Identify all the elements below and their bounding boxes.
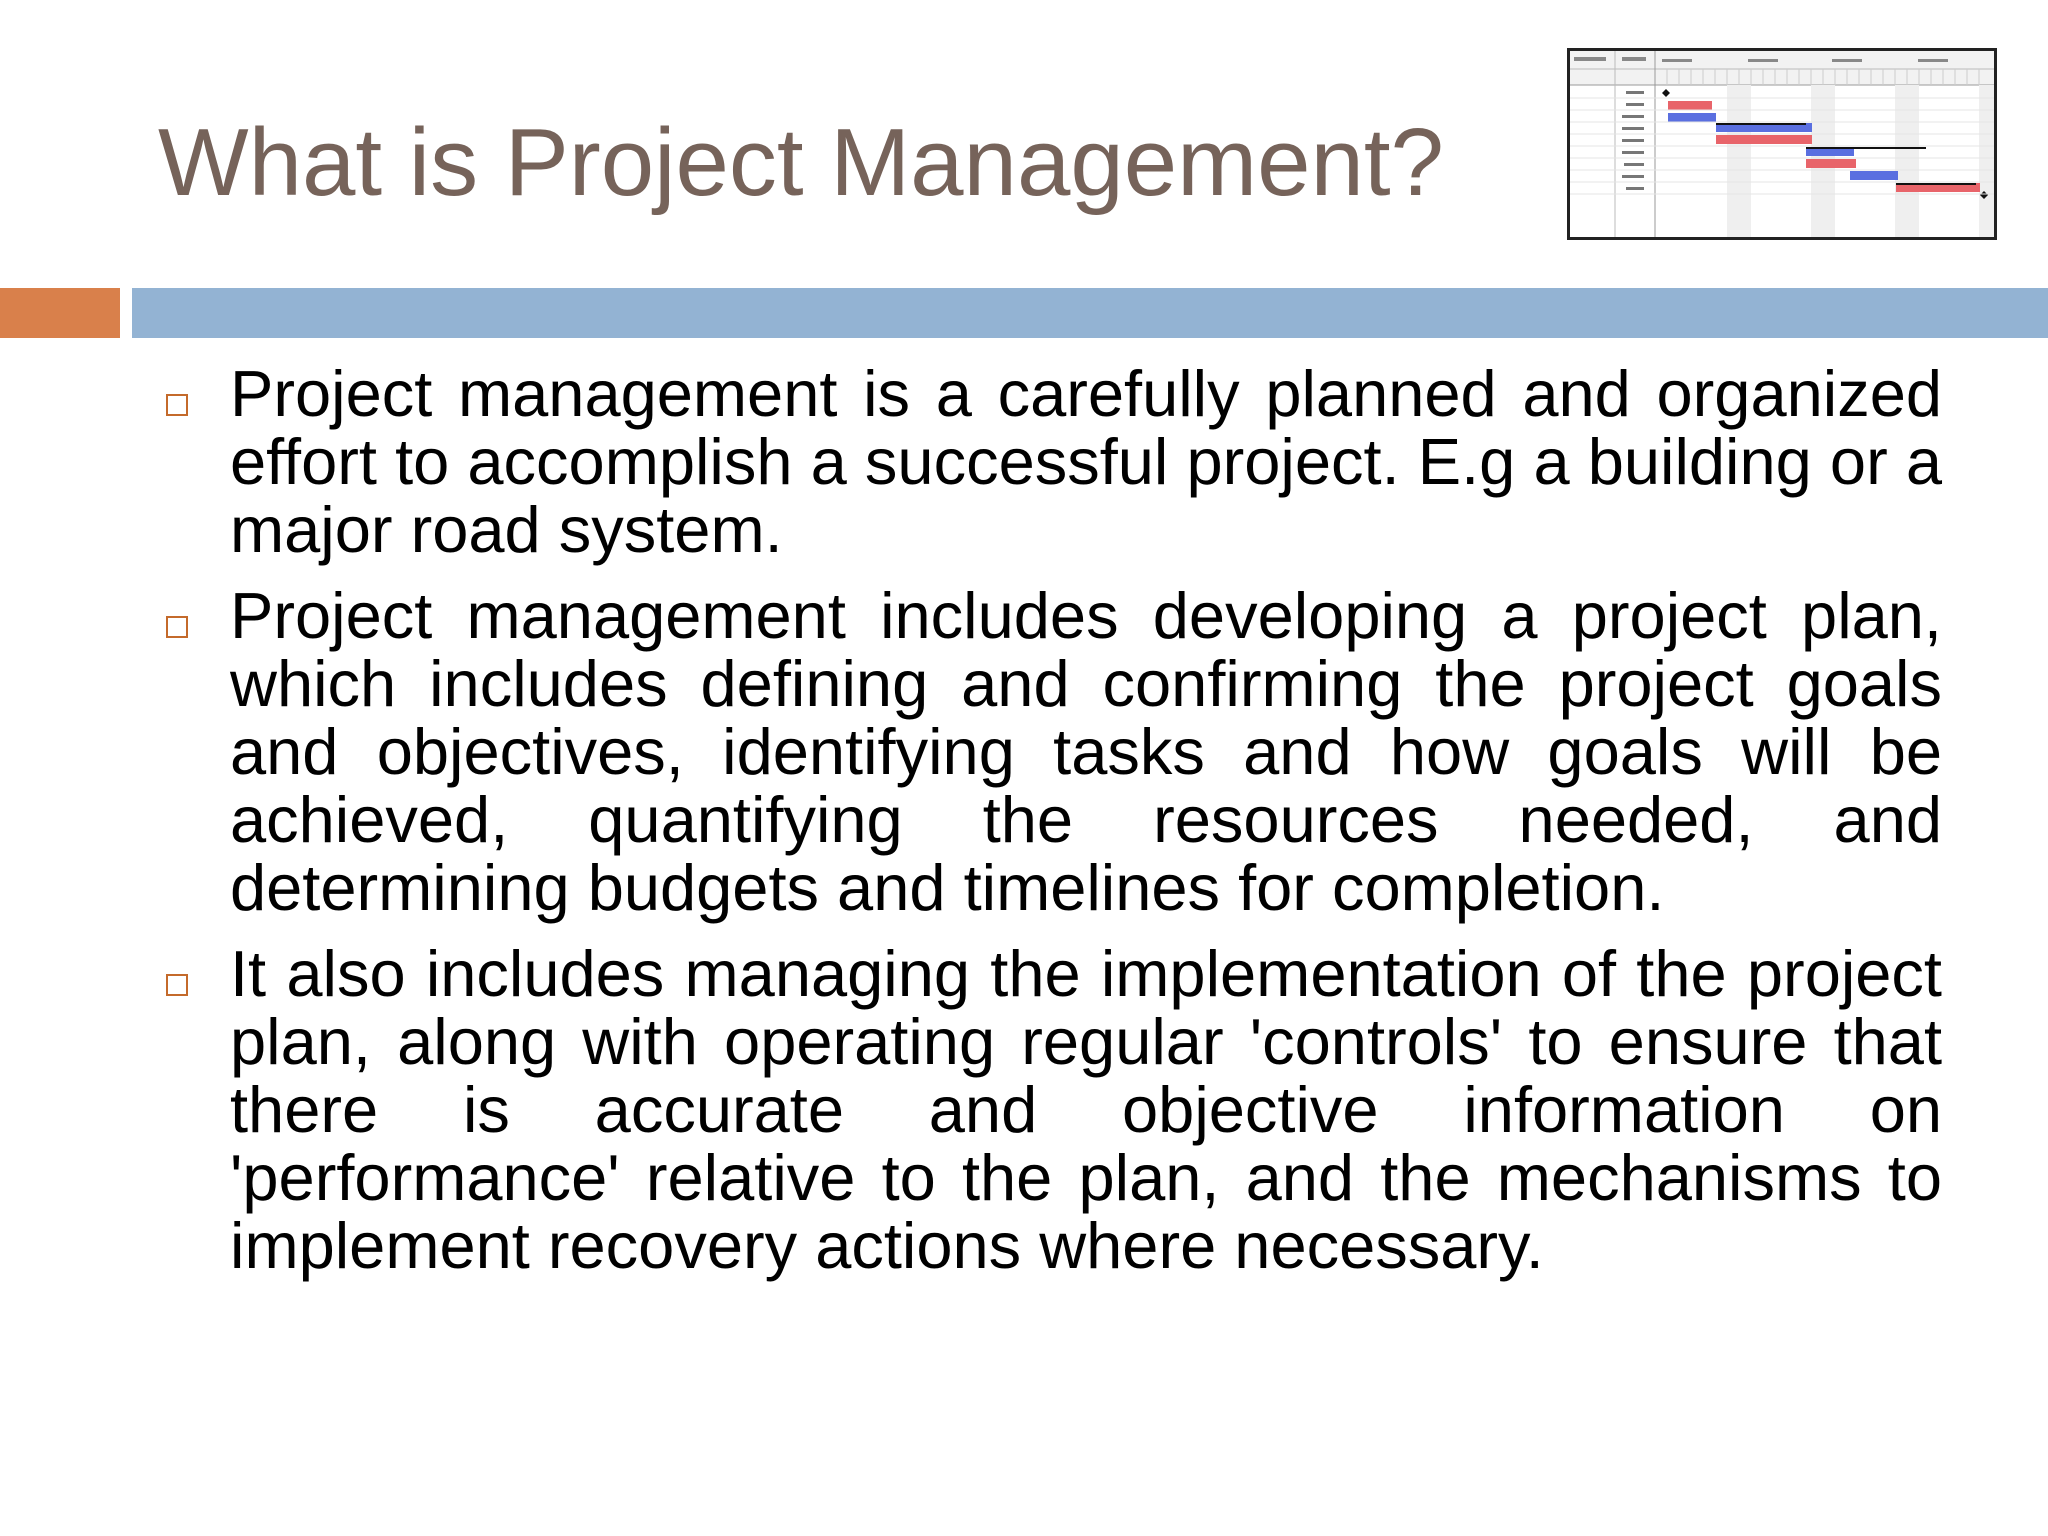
bullet-text: Project management includes developing a project plan, which includes defining and confirming the project goals and objectives, identifying tasks and how goals will be achieved, quantifying the resources needed, and determining budgets and timelines for completion.	[230, 579, 1942, 924]
square-bullet-icon	[166, 616, 188, 638]
gantt-chart-image	[1567, 48, 1997, 240]
square-bullet-icon	[166, 974, 188, 996]
accent-bar-orange	[0, 288, 120, 338]
bullet-list	[160, 357, 1942, 1298]
square-bullet-icon	[166, 394, 188, 416]
slide-title: What is Project Management?	[158, 109, 1444, 216]
bullet-item	[160, 937, 1942, 1282]
bullet-text: It also includes managing the implementation of the project plan, along with operating regular 'controls' to ensure that there is accurate and objective information on 'performance' relative to the plan, and the mechanisms to implement recovery actions where necessary.	[230, 937, 1942, 1282]
bullet-text: Project management is a carefully planned and organized effort to accomplish a successful project. E.g a building or a major road system.	[230, 357, 1942, 566]
bullet-item	[160, 357, 1942, 566]
accent-bar-blue	[132, 288, 2048, 338]
bullet-item	[160, 579, 1942, 924]
